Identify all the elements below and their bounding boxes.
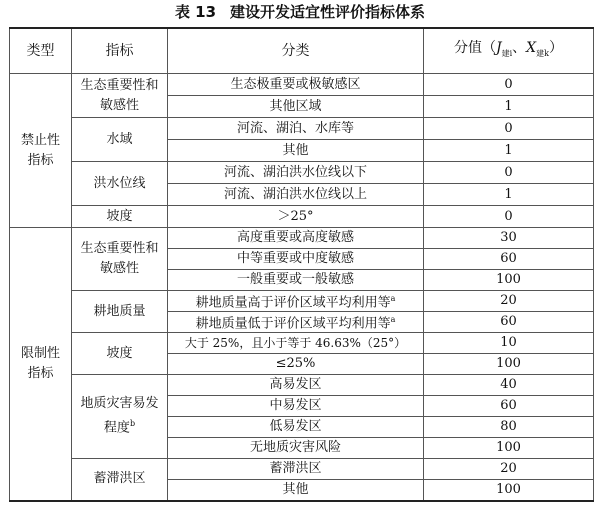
value-cell: 0: [424, 74, 594, 96]
value-cell: 80: [424, 417, 594, 438]
table-row: [10, 291, 594, 312]
table-caption: [0, 2, 600, 22]
class-cell: 中等重要或中度敏感: [168, 249, 424, 270]
indicator-slope: 坡度: [72, 206, 168, 228]
class-cell: 河流、湖泊洪水位线以下: [168, 162, 424, 184]
table-row: [10, 74, 594, 96]
class-cell: 其他: [168, 480, 424, 501]
table-row: [10, 118, 594, 140]
value-cell: 0: [424, 206, 594, 228]
class-cell: 河流、湖泊洪水位线以上: [168, 184, 424, 206]
table-row: [10, 206, 594, 228]
class-cell: 一般重要或一般敏感: [168, 270, 424, 291]
table-title: 建设开发适宜性评价指标体系: [230, 3, 426, 21]
indicator-detention: 蓄滞洪区: [72, 459, 168, 501]
class-cell: ＞25°: [168, 206, 424, 228]
class-cell: 耕地质量高于评价区域平均利用等$^a$: [168, 291, 424, 312]
footnote-mark: a: [390, 293, 396, 303]
table-row: [10, 228, 594, 249]
class-cell: 其他: [168, 140, 424, 162]
class-cell: 低易发区: [168, 417, 424, 438]
value-cell: 60: [424, 312, 594, 333]
value-cell: 0: [424, 118, 594, 140]
indicator-slope: 坡度: [72, 333, 168, 375]
header-value: 分值（$J_{建i}$、$X_{建k}$）: [424, 28, 594, 74]
indicator-geohazard: 地质灾害易发程度$^b$: [72, 375, 168, 459]
table-number: 表 13: [174, 3, 217, 21]
indicator-water: 水域: [72, 118, 168, 162]
value-cell: 20: [424, 291, 594, 312]
value-cell: 60: [424, 396, 594, 417]
class-cell: 无地质灾害风险: [168, 438, 424, 459]
class-cell: 大于 25%，且小于等于 46.63%（25°）: [168, 333, 424, 354]
class-cell: 高易发区: [168, 375, 424, 396]
value-cell: 10: [424, 333, 594, 354]
class-cell: 耕地质量低于评价区域平均利用等$^a$: [168, 312, 424, 333]
value-cell: 40: [424, 375, 594, 396]
class-cell: 高度重要或高度敏感: [168, 228, 424, 249]
class-cell: 生态极重要或极敏感区: [168, 74, 424, 96]
value-cell: 20: [424, 459, 594, 480]
category-forbidden: 禁止性指标: [10, 74, 72, 228]
class-cell: 中易发区: [168, 396, 424, 417]
value-cell: 30: [424, 228, 594, 249]
header-row: [10, 28, 594, 74]
suitability-index-table: [9, 27, 594, 502]
header-indicator: 指标: [72, 28, 168, 74]
value-cell: 100: [424, 480, 594, 501]
header-category: 类型: [10, 28, 72, 74]
table-row: [10, 459, 594, 480]
table-row: [10, 162, 594, 184]
footnote-mark: a: [390, 314, 396, 324]
footnote-mark: b: [129, 419, 136, 429]
header-classification: 分类: [168, 28, 424, 74]
indicator-flood: 洪水位线: [72, 162, 168, 206]
value-cell: 1: [424, 140, 594, 162]
value-cell: 100: [424, 270, 594, 291]
value-cell: 60: [424, 249, 594, 270]
class-cell: 蓄滞洪区: [168, 459, 424, 480]
value-cell: 100: [424, 438, 594, 459]
class-cell: ≤25%: [168, 354, 424, 375]
class-cell: 其他区域: [168, 96, 424, 118]
indicator-ecology: 生态重要性和敏感性: [72, 228, 168, 291]
value-cell: 0: [424, 162, 594, 184]
class-cell: 河流、湖泊、水库等: [168, 118, 424, 140]
value-cell: 100: [424, 354, 594, 375]
value-cell: 1: [424, 184, 594, 206]
table-row: [10, 333, 594, 354]
indicator-ecology: 生态重要性和敏感性: [72, 74, 168, 118]
table-row: [10, 375, 594, 396]
value-cell: 1: [424, 96, 594, 118]
category-restrictive: 限制性指标: [10, 228, 72, 501]
indicator-farmland: 耕地质量: [72, 291, 168, 333]
